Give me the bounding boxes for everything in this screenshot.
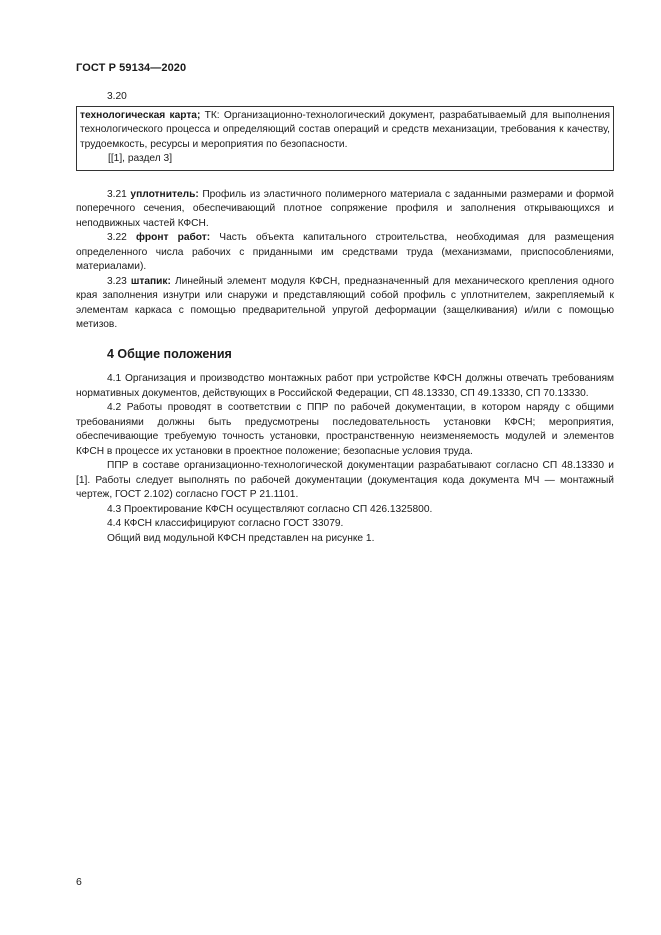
term-title: штапик:	[130, 275, 171, 287]
paragraph-4-4: 4.4 КФСН классифицируют согласно ГОСТ 33079.	[107, 518, 344, 529]
term-text: Линейный элемент модуля КФСН, предназначенный для механического крепления одного края заполнения изнутри или снаружи и представляющий собой профиль с уплотнителем, закрепляемый к элементам каркаса с помощью предварительной упругой деформации (защелкивания) и/или с помощью метизов.	[76, 275, 614, 330]
term-reference: [[1], раздел 3]	[108, 153, 173, 164]
term-title: уплотнитель:	[130, 188, 199, 200]
page-number: 6	[76, 876, 82, 888]
term-number-3-20: 3.20	[107, 91, 127, 102]
term-number: 3.22	[107, 232, 136, 243]
term-3-21	[76, 188, 614, 232]
page-content	[76, 90, 614, 546]
term-3-22	[76, 231, 614, 275]
paragraph-4-1: 4.1 Организация и производство монтажных работ при устройстве КФСН должны отвечать требованиям нормативных документов, действующих в Российской Федерации, СП 48.13330, СП 49.13330, СП 70.13330.	[76, 373, 614, 399]
term-text: Профиль из эластичного полимерного материала с заданными размерами и формой поперечного сечения, обеспечивающий плотное сопряжение профиля и заполнения открывающихся и неподвижных частей КФСН.	[76, 188, 614, 229]
term-number: 3.23	[107, 275, 131, 287]
term-title: технологическая карта;	[80, 109, 201, 121]
section-heading: 4 Общие положения	[107, 346, 232, 361]
paragraph-4-3: 4.3 Проектирование КФСН осуществляют согласно СП 426.1325800.	[107, 503, 433, 515]
term-title: фронт работ:	[135, 232, 211, 243]
paragraph-figure-ref: Общий вид модульной КФСН представлен на рисунке 1.	[107, 532, 375, 544]
term-text: Часть объекта капитального строительства, необходимая для размещения определенного числа рабочих с приданными им средствами труда (механизмами, приспособлениями, материалами).	[76, 232, 614, 272]
paragraph-ppr: ППР в составе организационно-технологической документации разрабатывают согласно СП 48.13330 и [1]. Работы следует выполнять по рабочей документации (документация кода документа МЧ — монтажный чертеж, ГОСТ 2.102) согласно ГОСТ Р 21.1101.	[76, 460, 614, 500]
term-text: ТК: Организационно-технологический документ, разрабатываемый для выполнения технологического процесса и определяющий состав операций и средств механизации, требования к качеству, трудоемкость, ресурсы и мероприятия по безопасности.	[80, 109, 610, 150]
term-3-23	[76, 275, 614, 333]
paragraph-4-2: 4.2 Работы проводят в соответствии с ППР по рабочей документации, в котором наряду с общими требованиями должны быть предусмотрены последовательность установки КФСН; мероприятия, обеспечивающие требуемую точность установки, пространственную неизменяемость модулей и элементов КФСН в процессе их установки в проектное положение; безопасные условия труда.	[76, 402, 614, 457]
term-definition-3-20	[80, 109, 610, 153]
document-header: ГОСТ Р 59134—2020	[76, 62, 187, 74]
term-number: 3.21	[107, 188, 131, 200]
term-box-3-20	[76, 106, 614, 171]
